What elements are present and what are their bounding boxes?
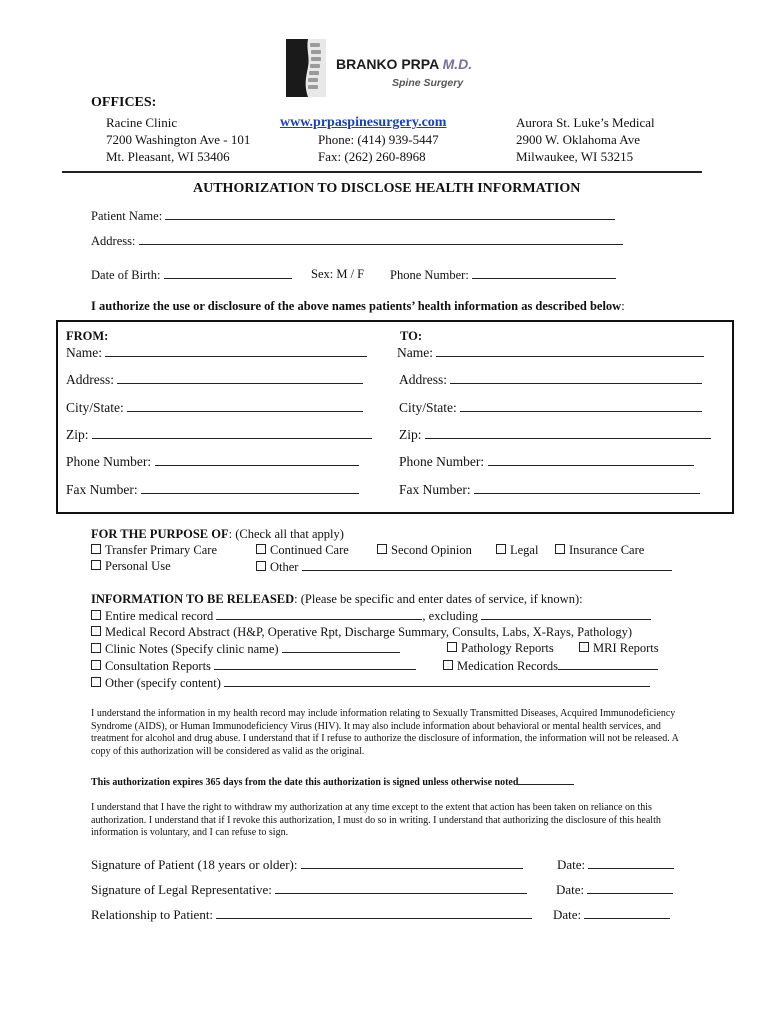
checkbox-icon[interactable] [91, 544, 101, 554]
checkbox-icon[interactable] [377, 544, 387, 554]
release-entire-checkbox[interactable]: Entire medical record , excluding [91, 608, 651, 624]
checkbox-icon[interactable] [91, 643, 101, 653]
header-divider [62, 171, 702, 173]
release-other-checkbox[interactable]: Other (specify content) [91, 675, 650, 691]
checkbox-icon[interactable] [256, 544, 266, 554]
legal-paragraph-1: I understand the information in my health record may include information relating to Sexually Transmitted Diseases, Acquired Immunodeficiency Syndrome (AIDS), or Human Immunodeficiency Virus (HIV). It may also include information about behavioral or mental health services, and treatment for alcohol and drug abuse. I understand that if I refuse to authorize the disclosure of information, the information will not be released. A copy of this authorization will be considered as valid as the original. [91, 708, 679, 757]
to-heading: TO: [400, 329, 422, 343]
patient-signature-field[interactable]: Signature of Patient (18 years or older): [91, 857, 523, 873]
aurora-office: Aurora St. Luke’s Medical 2900 W. Oklahoma Ave Milwaukee, WI 53215 [516, 115, 655, 164]
dob-field[interactable]: Date of Birth: [91, 267, 292, 283]
checkbox-icon[interactable] [443, 660, 453, 670]
patient-name-field[interactable]: Patient Name: [91, 208, 615, 224]
purpose-other-checkbox[interactable]: Other [256, 559, 672, 575]
purpose-second-opinion-checkbox[interactable]: Second Opinion [377, 543, 472, 558]
release-consultation-checkbox[interactable]: Consultation Reports [91, 658, 416, 674]
checkbox-icon[interactable] [496, 544, 506, 554]
to-fax-field[interactable]: Fax Number: [399, 482, 700, 498]
authorize-statement: I authorize the use or disclosure of the above names patients’ health information as described below: [91, 299, 625, 313]
checkbox-icon[interactable] [91, 610, 101, 620]
to-address-field[interactable]: Address: [399, 372, 702, 388]
brand-name: BRANKO PRPA M.D. [336, 56, 473, 72]
from-phone-field[interactable]: Phone Number: [66, 454, 359, 470]
from-fax-field[interactable]: Fax Number: [66, 482, 359, 498]
checkbox-icon[interactable] [555, 544, 565, 554]
to-zip-field[interactable]: Zip: [399, 427, 711, 443]
purpose-heading: FOR THE PURPOSE OF: (Check all that apply) [91, 527, 344, 541]
sex-field[interactable]: Sex: M / F [311, 267, 365, 281]
to-phone-field[interactable]: Phone Number: [399, 454, 694, 470]
purpose-transfer-checkbox[interactable]: Transfer Primary Care [91, 543, 217, 558]
website-link[interactable]: www.prpaspinesurgery.com [280, 115, 447, 130]
patient-date-field[interactable]: Date: [557, 857, 674, 873]
relationship-date-field[interactable]: Date: [553, 907, 670, 923]
checkbox-icon[interactable] [447, 642, 457, 652]
from-name-field[interactable]: Name: [66, 345, 367, 361]
representative-signature-field[interactable]: Signature of Legal Representative: [91, 882, 527, 898]
racine-office: Racine Clinic 7200 Washington Ave - 101 Mt. Pleasant, WI 53406 [106, 115, 251, 164]
contact-info: Phone: (414) 939-5447 Fax: (262) 260-8968 [318, 132, 439, 164]
from-address-field[interactable]: Address: [66, 372, 363, 388]
spine-logo-icon [286, 39, 326, 97]
checkbox-icon[interactable] [91, 626, 101, 636]
release-clinic-checkbox[interactable]: Clinic Notes (Specify clinic name) [91, 641, 400, 657]
form-title: AUTHORIZATION TO DISCLOSE HEALTH INFORMATION [193, 181, 581, 196]
offices-label: OFFICES: [91, 95, 157, 110]
purpose-insurance-checkbox[interactable]: Insurance Care [555, 543, 644, 558]
release-medication-checkbox[interactable]: Medication Records [443, 658, 658, 674]
from-heading: FROM: [66, 329, 109, 343]
release-pathology-checkbox[interactable]: Pathology Reports [447, 641, 554, 656]
purpose-legal-checkbox[interactable]: Legal [496, 543, 538, 558]
to-city-field[interactable]: City/State: [399, 400, 702, 416]
relationship-field[interactable]: Relationship to Patient: [91, 907, 532, 923]
brand-subtitle: Spine Surgery [392, 77, 464, 89]
expiry-notice: This authorization expires 365 days from the date this authorization is signed unless otherwise noted [91, 775, 691, 790]
legal-paragraph-2: I understand that I have the right to withdraw my authorization at any time except to the extent that action has been taken on reliance on this authorization. I understand that if I revoke this authorization, I must do so in writing. I understand that authorizing the disclosure of this health information is voluntary, and I can refuse to sign. [91, 802, 661, 839]
purpose-continued-checkbox[interactable]: Continued Care [256, 543, 349, 558]
patient-phone-field[interactable]: Phone Number: [390, 267, 616, 283]
checkbox-icon[interactable] [579, 642, 589, 652]
checkbox-icon[interactable] [91, 660, 101, 670]
release-heading: INFORMATION TO BE RELEASED: (Please be specific and enter dates of service, if known): [91, 592, 583, 606]
release-abstract-checkbox[interactable]: Medical Record Abstract (H&P, Operative Rpt, Discharge Summary, Consults, Labs, X-Rays, Pathology) [91, 625, 632, 640]
checkbox-icon[interactable] [91, 677, 101, 687]
from-city-field[interactable]: City/State: [66, 400, 363, 416]
purpose-personal-checkbox[interactable]: Personal Use [91, 559, 171, 574]
patient-address-field[interactable]: Address: [91, 233, 623, 249]
from-zip-field[interactable]: Zip: [66, 427, 372, 443]
checkbox-icon[interactable] [256, 561, 266, 571]
release-mri-checkbox[interactable]: MRI Reports [579, 641, 659, 656]
representative-date-field[interactable]: Date: [556, 882, 673, 898]
checkbox-icon[interactable] [91, 560, 101, 570]
to-name-field[interactable]: Name: [397, 345, 704, 361]
